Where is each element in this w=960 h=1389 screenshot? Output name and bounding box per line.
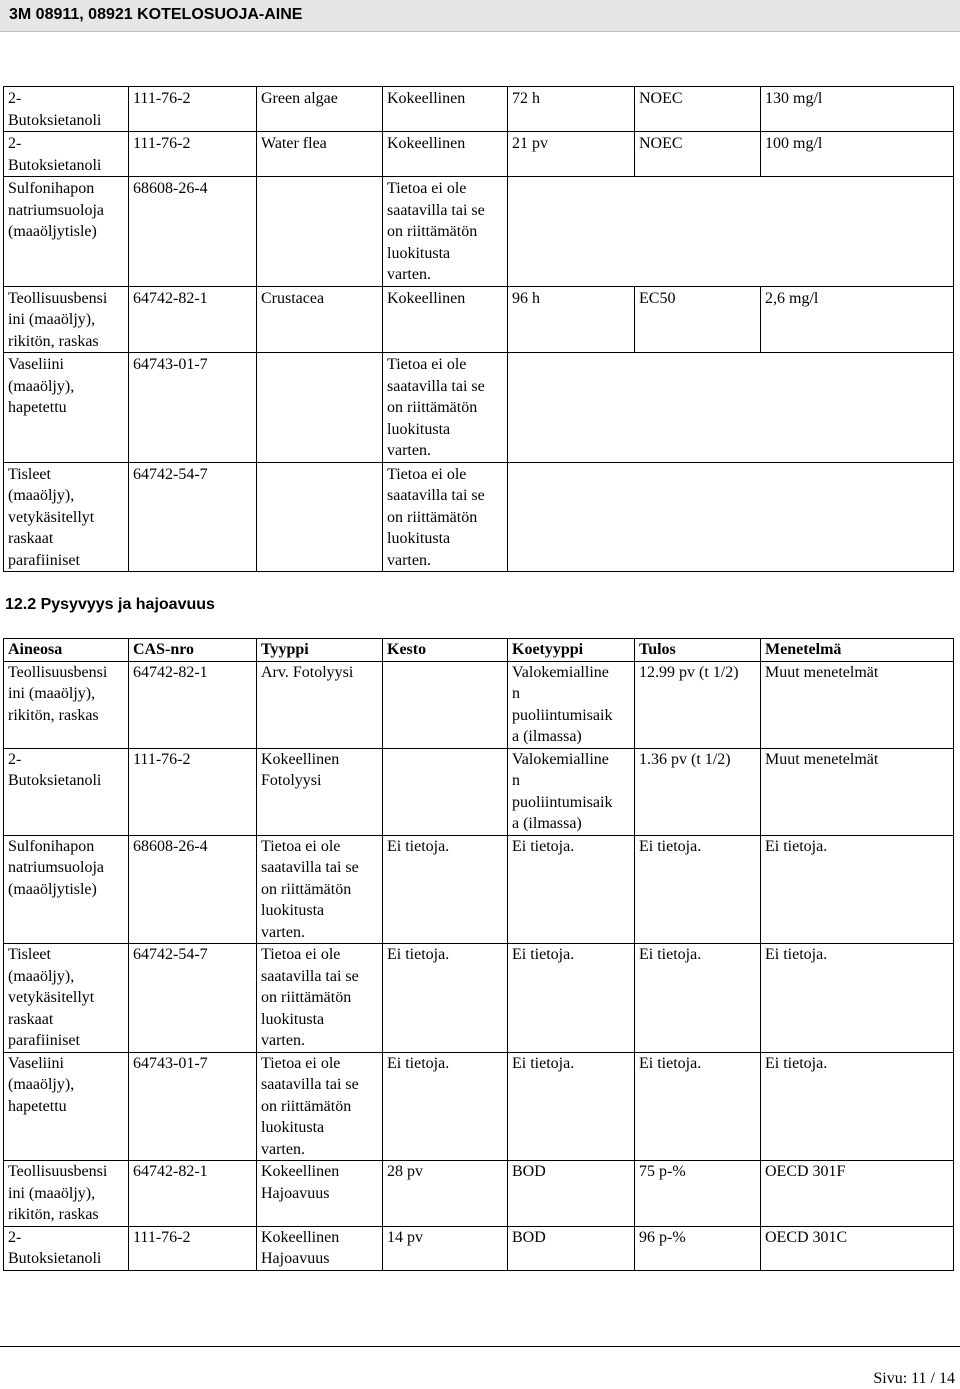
cell-menetelma: Muut menetelmät xyxy=(761,661,954,748)
cell-tyyppi: Arv. Fotolyysi xyxy=(257,661,383,748)
cell-kesto: 28 pv xyxy=(383,1161,508,1227)
cell-aineosa: 2- Butoksietanoli xyxy=(4,87,129,132)
column-header: Tyyppi xyxy=(257,639,383,662)
cell-tulos: Ei tietoja. xyxy=(635,1052,761,1161)
cell-kesto: Ei tietoja. xyxy=(383,835,508,944)
cell-tulos: 12.99 pv (t 1/2) xyxy=(635,661,761,748)
cell-test-type: Kokeellinen xyxy=(383,286,508,353)
cell-koetyyppi: Valokemialline n puoliintumisaik a (ilmassa) xyxy=(508,661,635,748)
cell-aineosa: Sulfonihapon natriumsuoloja (maaöljytisle) xyxy=(4,835,129,944)
cell-aineosa: Teollisuusbensi ini (maaöljy), rikitön, raskas xyxy=(4,1161,129,1227)
cell-koetyyppi: BOD xyxy=(508,1161,635,1227)
cell-organism: Crustacea xyxy=(257,286,383,353)
cell-aineosa: Tisleet (maaöljy), vetykäsitellyt raskaat parafiiniset xyxy=(4,944,129,1053)
column-header: Kesto xyxy=(383,639,508,662)
cell-tulos: 96 p-% xyxy=(635,1226,761,1270)
table-header-row xyxy=(4,639,954,662)
cell-cas-nro: 68608-26-4 xyxy=(129,177,257,287)
cell-koetyyppi: BOD xyxy=(508,1226,635,1270)
table-row xyxy=(4,1161,954,1227)
cell-menetelma: Ei tietoja. xyxy=(761,835,954,944)
cell-menetelma: Ei tietoja. xyxy=(761,1052,954,1161)
table-row xyxy=(4,748,954,835)
column-header: Menetelmä xyxy=(761,639,954,662)
cell-organism: Green algae xyxy=(257,87,383,132)
cell-aineosa: 2- Butoksietanoli xyxy=(4,748,129,835)
cell-koetyyppi: Ei tietoja. xyxy=(508,944,635,1053)
cell-menetelma: OECD 301C xyxy=(761,1226,954,1270)
table-row xyxy=(4,353,954,463)
cell-kesto xyxy=(383,748,508,835)
document-title: 3M 08911, 08921 KOTELOSUOJA-AINE xyxy=(9,6,303,23)
cell-aineosa: Tisleet (maaöljy), vetykäsitellyt raskaat parafiiniset xyxy=(4,462,129,572)
cell-menetelma: Ei tietoja. xyxy=(761,944,954,1053)
cell-cas-nro: 64742-54-7 xyxy=(129,944,257,1053)
cell-exposure-time: 21 pv xyxy=(508,132,635,177)
cell-organism: Water flea xyxy=(257,132,383,177)
cell-test-type: Tietoa ei ole saatavilla tai se on riittämätön luokitusta varten. xyxy=(383,177,508,287)
page-number: Sivu: 11 / 14 xyxy=(873,1370,955,1387)
cell-empty xyxy=(257,462,383,572)
table-row xyxy=(4,462,954,572)
cell-cas-nro: 111-76-2 xyxy=(129,132,257,177)
column-header: Tulos xyxy=(635,639,761,662)
cell-aineosa: Teollisuusbensi ini (maaöljy), rikitön, raskas xyxy=(4,286,129,353)
column-header: CAS-nro xyxy=(129,639,257,662)
cell-koetyyppi: Ei tietoja. xyxy=(508,835,635,944)
table-row xyxy=(4,835,954,944)
cell-tulos: 1.36 pv (t 1/2) xyxy=(635,748,761,835)
cell-koetyyppi: Ei tietoja. xyxy=(508,1052,635,1161)
cell-empty xyxy=(508,462,954,572)
cell-endpoint: EC50 xyxy=(635,286,761,353)
cell-aineosa: Teollisuusbensi ini (maaöljy), rikitön, raskas xyxy=(4,661,129,748)
persistence-degradability-table xyxy=(3,638,954,1271)
cell-tyyppi: Tietoa ei ole saatavilla tai se on riittämätön luokitusta varten. xyxy=(257,1052,383,1161)
cell-kesto: 14 pv xyxy=(383,1226,508,1270)
cell-cas-nro: 111-76-2 xyxy=(129,1226,257,1270)
cell-exposure-time: 72 h xyxy=(508,87,635,132)
table-row xyxy=(4,286,954,353)
column-header: Koetyyppi xyxy=(508,639,635,662)
cell-kesto: Ei tietoja. xyxy=(383,1052,508,1161)
cell-test-type: Tietoa ei ole saatavilla tai se on riittämätön luokitusta varten. xyxy=(383,462,508,572)
table-row xyxy=(4,1226,954,1270)
cell-cas-nro: 64742-82-1 xyxy=(129,1161,257,1227)
cell-endpoint: NOEC xyxy=(635,87,761,132)
cell-test-type: Tietoa ei ole saatavilla tai se on riittämätön luokitusta varten. xyxy=(383,353,508,463)
cell-cas-nro: 68608-26-4 xyxy=(129,835,257,944)
cell-test-type: Kokeellinen xyxy=(383,87,508,132)
cell-empty xyxy=(508,177,954,287)
table-row xyxy=(4,132,954,177)
cell-aineosa: Vaseliini (maaöljy), hapetettu xyxy=(4,1052,129,1161)
cell-menetelma: Muut menetelmät xyxy=(761,748,954,835)
cell-exposure-time: 96 h xyxy=(508,286,635,353)
cell-test-result: 2,6 mg/l xyxy=(761,286,954,353)
cell-aineosa: 2- Butoksietanoli xyxy=(4,132,129,177)
column-header: Aineosa xyxy=(4,639,129,662)
cell-cas-nro: 64743-01-7 xyxy=(129,1052,257,1161)
cell-cas-nro: 64742-82-1 xyxy=(129,286,257,353)
cell-test-type: Kokeellinen xyxy=(383,132,508,177)
cell-kesto xyxy=(383,661,508,748)
table-row xyxy=(4,944,954,1053)
cell-tyyppi: Tietoa ei ole saatavilla tai se on riittämätön luokitusta varten. xyxy=(257,944,383,1053)
cell-cas-nro: 64743-01-7 xyxy=(129,353,257,463)
table-row xyxy=(4,661,954,748)
cell-cas-nro: 111-76-2 xyxy=(129,748,257,835)
section-title: 12.2 Pysyvyys ja hajoavuus xyxy=(5,596,215,613)
cell-tyyppi: Tietoa ei ole saatavilla tai se on riittämätön luokitusta varten. xyxy=(257,835,383,944)
cell-aineosa: Vaseliini (maaöljy), hapetettu xyxy=(4,353,129,463)
cell-test-result: 100 mg/l xyxy=(761,132,954,177)
cell-tulos: 75 p-% xyxy=(635,1161,761,1227)
table-row xyxy=(4,177,954,287)
cell-empty xyxy=(257,353,383,463)
cell-test-result: 130 mg/l xyxy=(761,87,954,132)
ecotoxicity-table xyxy=(3,86,954,572)
cell-tyyppi: Kokeellinen Hajoavuus xyxy=(257,1161,383,1227)
document-header xyxy=(0,0,960,32)
cell-menetelma: OECD 301F xyxy=(761,1161,954,1227)
cell-kesto: Ei tietoja. xyxy=(383,944,508,1053)
cell-cas-nro: 111-76-2 xyxy=(129,87,257,132)
cell-aineosa: 2- Butoksietanoli xyxy=(4,1226,129,1270)
cell-cas-nro: 64742-82-1 xyxy=(129,661,257,748)
cell-tulos: Ei tietoja. xyxy=(635,944,761,1053)
cell-cas-nro: 64742-54-7 xyxy=(129,462,257,572)
cell-tulos: Ei tietoja. xyxy=(635,835,761,944)
cell-empty xyxy=(508,353,954,463)
footer-divider xyxy=(0,1346,960,1347)
cell-tyyppi: Kokeellinen Hajoavuus xyxy=(257,1226,383,1270)
cell-empty xyxy=(257,177,383,287)
cell-tyyppi: Kokeellinen Fotolyysi xyxy=(257,748,383,835)
cell-endpoint: NOEC xyxy=(635,132,761,177)
table-row xyxy=(4,1052,954,1161)
cell-aineosa: Sulfonihapon natriumsuoloja (maaöljytisle) xyxy=(4,177,129,287)
table-row xyxy=(4,87,954,132)
cell-koetyyppi: Valokemialline n puoliintumisaik a (ilmassa) xyxy=(508,748,635,835)
